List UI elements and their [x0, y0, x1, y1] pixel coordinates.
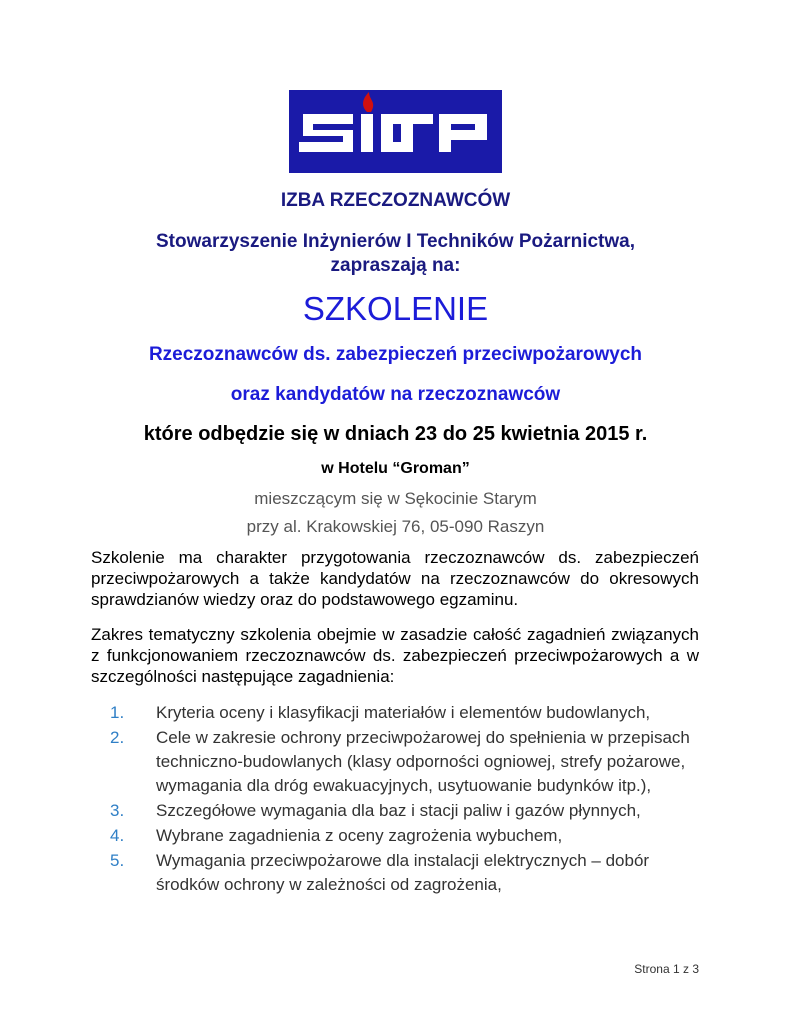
- list-item-text: Cele w zakresie ochrony przeciwpożarowej do spełnienia w przepisach techniczno-budowlanych (klasy odporności ogniowej, strefy pożarowe, wymagania dla dróg ewakuacyjnych, usytuowanie budynków itp.),: [156, 728, 690, 795]
- hotel-line: w Hotelu “Groman”: [321, 460, 470, 477]
- list-item: [110, 849, 710, 897]
- association-text: [0, 230, 791, 278]
- list-item-number: 1.: [110, 703, 125, 722]
- list-item-text: Szczegółowe wymagania dla baz i stacji paliw i gazów płynnych,: [156, 801, 641, 820]
- list-item-number: 5.: [110, 851, 125, 870]
- address-line-1: mieszczącym się w Sękocinie Starym: [254, 489, 537, 508]
- list-item: [110, 824, 710, 848]
- list-item: [110, 726, 710, 798]
- page-number: Strona 1 z 3: [634, 962, 699, 976]
- paragraph-1: Szkolenie ma charakter przygotowania rzeczoznawców ds. zabezpieczeń przeciwpożarowych a także kandydatów na rzeczoznawców do okresowych sprawdzianów wiedzy oraz do podstawowego egzaminu.: [91, 548, 699, 609]
- page-title: SZKOLENIE: [302, 290, 489, 327]
- address-line-2: przy al. Krakowskiej 76, 05-090 Raszyn: [246, 517, 545, 536]
- paragraph-2: Zakres tematyczny szkolenia obejmie w zasadzie całość zagadnień związanych z funkcjonowaniem rzeczoznawców ds. zabezpieczeń przeciwpożarowych a w szczególności następujące zagadnienia:: [91, 625, 699, 686]
- sitp-logo: [289, 90, 502, 173]
- list-item-text: Wybrane zagadnienia z oceny zagrożenia wybuchem,: [156, 826, 563, 845]
- topics-list: [110, 701, 710, 898]
- association-line-1: Stowarzyszenie Inżynierów I Techników Pożarnictwa,: [156, 231, 635, 252]
- list-item: [110, 701, 710, 725]
- list-item-number: 3.: [110, 801, 125, 820]
- list-item-text: Kryteria oceny i klasyfikacji materiałów i elementów budowlanych,: [156, 703, 651, 722]
- list-item-number: 4.: [110, 826, 125, 845]
- list-item-text: Wymagania przeciwpożarowe dla instalacji elektrycznych – dobór środków ochrony w zależności od zagrożenia,: [156, 851, 650, 894]
- list-item-number: 2.: [110, 728, 125, 747]
- sitp-logo-graphic: [289, 90, 502, 173]
- subtitle-1: Rzeczoznawców ds. zabezpieczeń przeciwpożarowych: [148, 344, 643, 365]
- org-heading: IZBA RZECZOZNAWCÓW: [280, 190, 511, 211]
- list-item: [110, 799, 710, 823]
- association-line-2: zapraszają na:: [330, 255, 461, 276]
- dates-line: które odbędzie się w dniach 23 do 25 kwietnia 2015 r.: [143, 423, 648, 445]
- subtitle-2: oraz kandydatów na rzeczoznawców: [230, 384, 561, 405]
